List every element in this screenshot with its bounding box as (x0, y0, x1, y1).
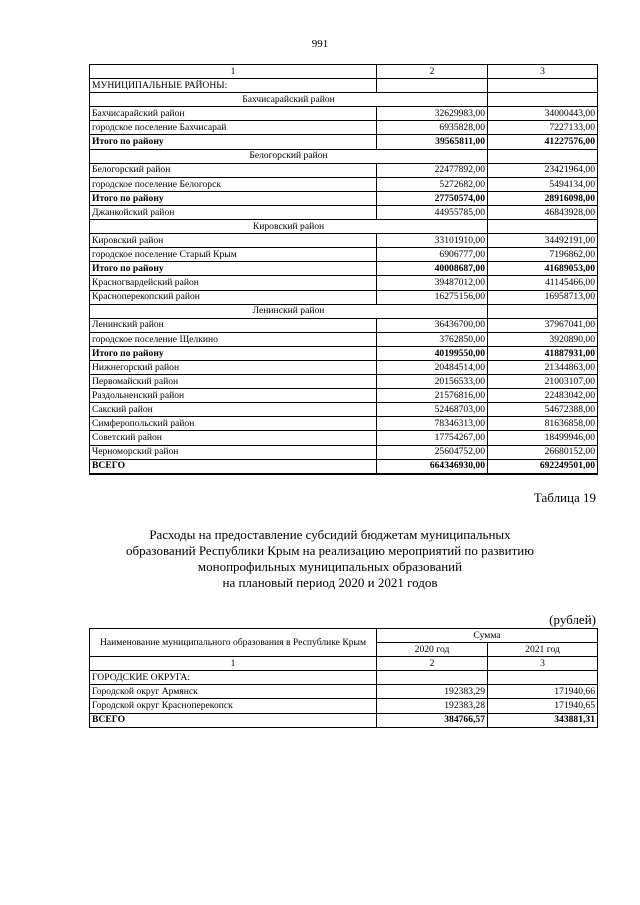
row-name: Итого по району (90, 262, 377, 276)
value-2021: 171940,65 (488, 699, 598, 713)
value-2021: 41689053,00 (488, 262, 598, 276)
value-2021: 54672388,00 (488, 403, 598, 417)
table-row (90, 107, 598, 121)
row-name: Городской округ Армянск (90, 685, 377, 699)
table2-header-row (90, 629, 598, 643)
group-name: Белогорский район (90, 149, 488, 163)
table1-body (90, 65, 598, 474)
district-group-header (90, 149, 598, 163)
value-2020: 39487012,00 (377, 276, 488, 290)
table-row (90, 121, 598, 135)
value-2020: 32629983,00 (377, 107, 488, 121)
district-total-row (90, 262, 598, 276)
value-2020: 3762850,00 (377, 332, 488, 346)
table-label: Таблица 19 (533, 490, 596, 505)
value-2020: 40008687,00 (377, 262, 488, 276)
name-column-header: Наименование муниципального образования в Республике Крым (90, 629, 377, 657)
value-2021: 3920890,00 (488, 332, 598, 346)
value-2021: 16958713,00 (488, 290, 598, 304)
value-2021: 171940,66 (488, 685, 598, 699)
grand-total-row (90, 459, 598, 474)
value-2020: 21576816,00 (377, 389, 488, 403)
table-row (90, 332, 598, 346)
value-2020: 33101910,00 (377, 234, 488, 248)
value-2020: 52468703,00 (377, 403, 488, 417)
grand-total-row (90, 713, 598, 727)
row-name: Симферопольский район (90, 417, 377, 431)
value-2020: 192383,29 (377, 685, 488, 699)
title-line: монопрофильных муниципальных образований (197, 559, 463, 574)
value-2021: 7227133,00 (488, 121, 598, 135)
value-2020: 6935828,00 (377, 121, 488, 135)
value-2020: 44955785,00 (377, 205, 488, 219)
table1-header-row (90, 65, 598, 79)
value-2021: 26680152,00 (488, 445, 598, 459)
empty-cell-2020 (377, 79, 488, 93)
district-total-row (90, 135, 598, 149)
table2-body (90, 629, 598, 728)
district-group-header (90, 220, 598, 234)
row-name: Нижнегорский район (90, 360, 377, 374)
value-2020: 78346313,00 (377, 417, 488, 431)
row-name: Бахчисарайский район (90, 107, 377, 121)
table-row (90, 389, 598, 403)
value-2021: 343881,31 (488, 713, 598, 727)
table-row (90, 417, 598, 431)
value-2021: 5494134,00 (488, 177, 598, 191)
row-name: Красногвардейский район (90, 276, 377, 290)
title-line: Расходы на предоставление субсидий бюджетам муниципальных (149, 527, 511, 542)
section-name: ГОРОДСКИЕ ОКРУГА: (90, 671, 377, 685)
row-name: городское поселение Старый Крым (90, 248, 377, 262)
empty-cell (488, 304, 598, 318)
value-2020: 17754267,00 (377, 431, 488, 445)
value-2021: 692249501,00 (488, 459, 598, 474)
value-2021: 81636858,00 (488, 417, 598, 431)
row-name: Городской округ Красноперекопск (90, 699, 377, 713)
column-number-3: 3 (488, 657, 598, 671)
row-name: Ленинский район (90, 318, 377, 332)
page-number: 991 (311, 38, 329, 50)
value-2020: 664346930,00 (377, 459, 488, 474)
value-2021: 21344863,00 (488, 360, 598, 374)
value-2021: 41145466,00 (488, 276, 598, 290)
district-group-header (90, 304, 598, 318)
table-row (90, 234, 598, 248)
empty-cell (488, 149, 598, 163)
units-label: (рублей) (549, 612, 596, 627)
value-2021: 7196862,00 (488, 248, 598, 262)
value-2021: 37967041,00 (488, 318, 598, 332)
district-total-row (90, 346, 598, 360)
value-2021: 34492191,00 (488, 234, 598, 248)
table-row (90, 276, 598, 290)
value-2021: 23421964,00 (488, 163, 598, 177)
column-number-1: 1 (90, 657, 377, 671)
column-number-1: 1 (90, 65, 377, 79)
district-group-header (90, 93, 598, 107)
empty-cell-2021 (488, 671, 598, 685)
table-row (90, 699, 598, 713)
row-name: Раздольненский район (90, 389, 377, 403)
row-name: Итого по району (90, 135, 377, 149)
empty-cell (488, 220, 598, 234)
subsidy-table-city-districts (89, 628, 598, 728)
value-2020: 6906777,00 (377, 248, 488, 262)
group-name: Бахчисарайский район (90, 93, 488, 107)
row-name: Кировский район (90, 234, 377, 248)
value-2021: 22483042,00 (488, 389, 598, 403)
row-name: Итого по району (90, 346, 377, 360)
table-row (90, 290, 598, 304)
district-total-row (90, 191, 598, 205)
section-header-row (90, 671, 598, 685)
table-row (90, 248, 598, 262)
table-row (90, 431, 598, 445)
column-number-3: 3 (488, 65, 598, 79)
section-header-row (90, 79, 598, 93)
table-row (90, 360, 598, 374)
year-2020-header: 2020 год (377, 643, 488, 657)
empty-cell (488, 93, 598, 107)
empty-cell-2021 (488, 79, 598, 93)
table-row (90, 685, 598, 699)
title-line: образований Республики Крым на реализацию мероприятий по развитию (126, 543, 534, 558)
value-2021: 34000443,00 (488, 107, 598, 121)
title-line: на плановый период 2020 и 2021 годов (222, 575, 438, 590)
column-number-2: 2 (377, 65, 488, 79)
group-name: Кировский район (90, 220, 488, 234)
value-2020: 384766,57 (377, 713, 488, 727)
row-name: городское поселение Щелкино (90, 332, 377, 346)
row-name: Советский район (90, 431, 377, 445)
row-name: ВСЕГО (90, 713, 377, 727)
row-name: Первомайский район (90, 375, 377, 389)
sum-column-header: Сумма (377, 629, 598, 643)
row-name: ВСЕГО (90, 459, 377, 474)
value-2020: 16275156,00 (377, 290, 488, 304)
row-name: Джанкойский район (90, 205, 377, 219)
table-row (90, 163, 598, 177)
group-name: Ленинский район (90, 304, 488, 318)
row-name: Итого по району (90, 191, 377, 205)
row-name: городское поселение Белогорск (90, 177, 377, 191)
value-2020: 36436700,00 (377, 318, 488, 332)
value-2021: 41227576,00 (488, 135, 598, 149)
value-2020: 27750574,00 (377, 191, 488, 205)
value-2020: 20156533,00 (377, 375, 488, 389)
value-2020: 39565811,00 (377, 135, 488, 149)
value-2021: 28916098,00 (488, 191, 598, 205)
row-name: Черноморский район (90, 445, 377, 459)
row-name: Белогорский район (90, 163, 377, 177)
value-2021: 18499946,00 (488, 431, 598, 445)
row-name: городское поселение Бахчисарай (90, 121, 377, 135)
row-name: Красноперекопский район (90, 290, 377, 304)
value-2020: 192383,28 (377, 699, 488, 713)
table-title (60, 527, 600, 591)
table-row (90, 445, 598, 459)
table-row (90, 205, 598, 219)
value-2020: 40199550,00 (377, 346, 488, 360)
value-2020: 5272682,00 (377, 177, 488, 191)
value-2020: 25604752,00 (377, 445, 488, 459)
value-2021: 46843928,00 (488, 205, 598, 219)
table-row (90, 403, 598, 417)
subsidy-table-municipal-districts (89, 64, 598, 475)
table2-number-row (90, 657, 598, 671)
empty-cell-2020 (377, 671, 488, 685)
section-name: МУНИЦИПАЛЬНЫЕ РАЙОНЫ: (90, 79, 377, 93)
value-2020: 20484514,00 (377, 360, 488, 374)
value-2021: 41887931,00 (488, 346, 598, 360)
year-2021-header: 2021 год (488, 643, 598, 657)
value-2021: 21003107,00 (488, 375, 598, 389)
table-row (90, 318, 598, 332)
value-2020: 22477892,00 (377, 163, 488, 177)
table-row (90, 177, 598, 191)
row-name: Сакский район (90, 403, 377, 417)
table-row (90, 375, 598, 389)
column-number-2: 2 (377, 657, 488, 671)
